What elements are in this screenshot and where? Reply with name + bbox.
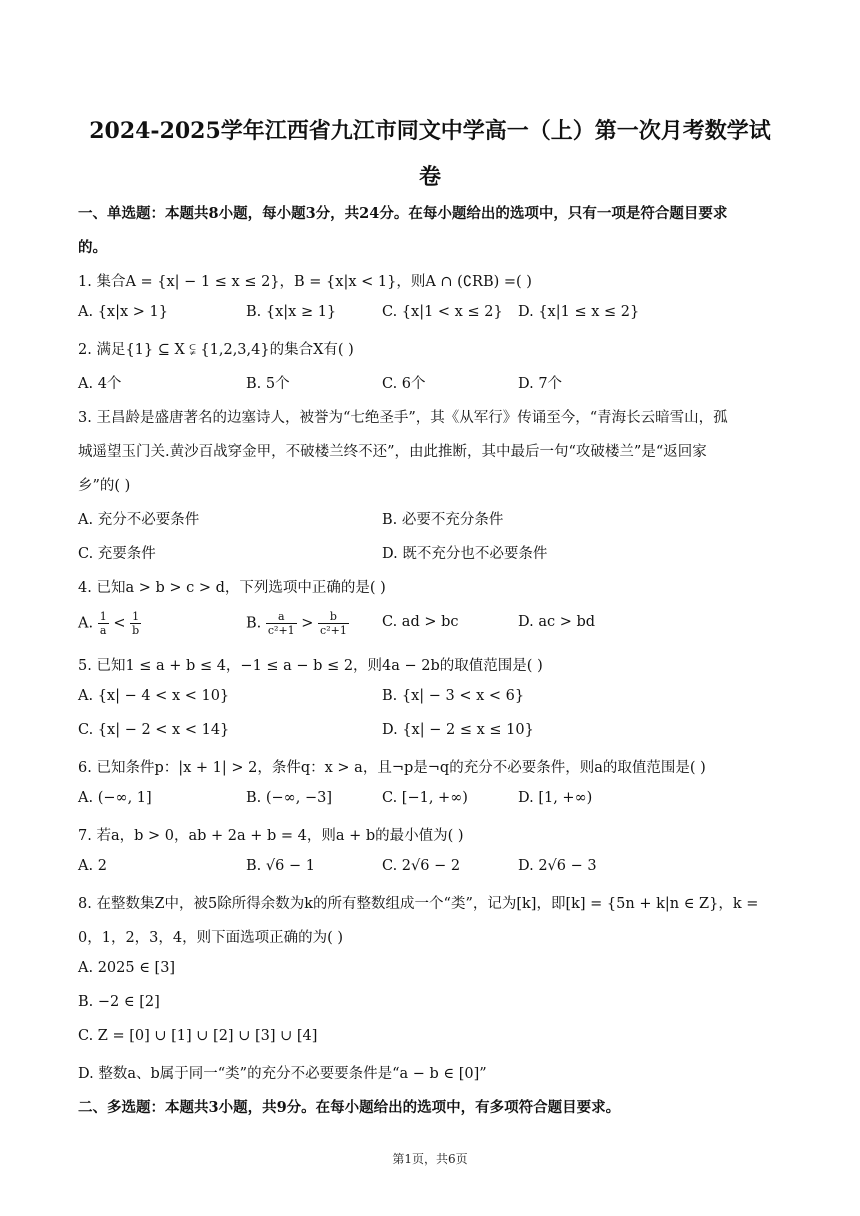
q1-option-c: C. {x|1 < x ≤ 2} — [382, 304, 503, 320]
q4-option-b-frac-right: $\frac{b}{\text{c²+1}}$ — [320, 610, 347, 637]
q5-option-c: C. {x| − 2 < x < 14} — [78, 722, 230, 738]
q7-option-a: A. 2 — [78, 858, 107, 874]
section-1-heading-line2: 的。 — [78, 239, 107, 256]
q4-option-d: D. ac > bd — [518, 614, 596, 630]
q4-option-b-label: B. — [246, 615, 266, 632]
q7-option-b: B. √6 − 1 — [246, 858, 315, 874]
q8-option-d: D. 整数a、b属于同一“类”的充分不必要要条件是“a − b ∈ [0]” — [78, 1066, 487, 1082]
q4-option-a-label: A. — [78, 615, 98, 632]
q4-option-c: C. ad > bc — [382, 614, 459, 630]
question-3-stem-line1: 3. 王昌龄是盛唐著名的边塞诗人，被誉为“七绝圣手”，其《从军行》传诵至今，“青海长云暗雪山，孤 — [78, 410, 728, 426]
question-1-stem: 1. 集合A = {x| − 1 ≤ x ≤ 2}，B = {x|x < 1}，则A ∩ (∁RB) =( ) — [78, 274, 532, 290]
q5-option-d: D. {x| − 2 ≤ x ≤ 10} — [382, 722, 534, 738]
q2-option-b: B. 5个 — [246, 376, 290, 392]
question-8-stem-line2: 0，1，2，3，4，则下面选项正确的为( ) — [78, 930, 344, 946]
q4-option-a-frac-left: $\frac{1}{a}$ — [99, 610, 107, 637]
q3-option-b: B. 必要不充分条件 — [382, 512, 504, 528]
q2-option-a: A. 4个 — [78, 376, 122, 392]
section-2-heading: 二、多选题：本题共3小题，共9分。在每小题给出的选项中，有多项符合题目要求。 — [78, 1099, 621, 1116]
q5-option-b: B. {x| − 3 < x < 6} — [382, 688, 525, 704]
q6-option-a: A. (−∞, 1] — [78, 790, 152, 806]
q8-option-a: A. 2025 ∈ [3] — [78, 960, 176, 976]
q4-option-b — [246, 610, 349, 637]
q4-option-a-op: < — [113, 615, 131, 632]
question-3-stem-line3: 乡”的( ) — [78, 478, 131, 494]
exam-title — [70, 108, 790, 200]
q6-option-d: D. [1, +∞) — [518, 790, 593, 806]
q1-option-a: A. {x|x > 1} — [78, 304, 168, 320]
exam-title-line2: 卷 — [418, 164, 441, 190]
question-8-stem-line1: 8. 在整数集Z中，被5除所得余数为k的所有整数组成一个“类”，记为[k]，即[k] = {5n + k|n ∈ Z}，k = — [78, 896, 759, 912]
q7-option-d: D. 2√6 − 3 — [518, 858, 597, 874]
q1-option-b: B. {x|x ≥ 1} — [246, 304, 337, 320]
exam-title-line1: 2024-2025学年江西省九江市同文中学高一（上）第一次月考数学试 — [89, 118, 771, 144]
q8-option-c: C. Z = [0] ∪ [1] ∪ [2] ∪ [3] ∪ [4] — [78, 1028, 318, 1044]
question-7-stem: 7. 若a，b > 0，ab + 2a + b = 4，则a + b的最小值为( ) — [78, 828, 464, 844]
q4-option-b-frac-left: $\frac{a}{\text{c²+1}}$ — [267, 610, 295, 637]
page-footer: 第1页，共6页 — [392, 1152, 468, 1166]
q7-option-c: C. 2√6 − 2 — [382, 858, 461, 874]
q3-option-a: A. 充分不必要条件 — [78, 512, 200, 528]
question-5-stem: 5. 已知1 ≤ a + b ≤ 4，−1 ≤ a − b ≤ 2，则4a − 2b的取值范围是( ) — [78, 658, 543, 674]
q6-option-c: C. [−1, +∞) — [382, 790, 468, 806]
q8-option-b: B. −2 ∈ [2] — [78, 994, 160, 1010]
q6-option-b: B. (−∞, −3] — [246, 790, 333, 806]
q2-option-d: D. 7个 — [518, 376, 563, 392]
q4-option-a — [78, 610, 141, 637]
question-3-stem-line2: 城遥望玉门关.黄沙百战穿金甲，不破楼兰终不还”，由此推断，其中最后一句“攻破楼兰”是“返回家 — [78, 444, 707, 460]
section-1-heading-line1: 一、单选题：本题共8小题，每小题3分，共24分。在每小题给出的选项中，只有一项是符合题目要求 — [78, 205, 728, 222]
question-4-options — [0, 608, 860, 638]
q4-option-a-frac-right: $\frac{1}{b}$ — [132, 610, 140, 637]
question-2-stem: 2. 满足{1} ⊆ X ⫋ {1,2,3,4}的集合X有( ) — [78, 342, 354, 358]
question-6-stem: 6. 已知条件p：|x + 1| > 2，条件q：x > a，且¬p是¬q的充分不必要条件，则a的取值范围是( ) — [78, 760, 706, 776]
q2-option-c: C. 6个 — [382, 376, 426, 392]
q4-option-b-op: > — [301, 615, 319, 632]
q3-option-d: D. 既不充分也不必要条件 — [382, 546, 548, 562]
q5-option-a: A. {x| − 4 < x < 10} — [78, 688, 230, 704]
q1-option-d: D. {x|1 ≤ x ≤ 2} — [518, 304, 640, 320]
question-4-stem: 4. 已知a > b > c > d，下列选项中正确的是( ) — [78, 580, 386, 596]
q3-option-c: C. 充要条件 — [78, 546, 156, 562]
